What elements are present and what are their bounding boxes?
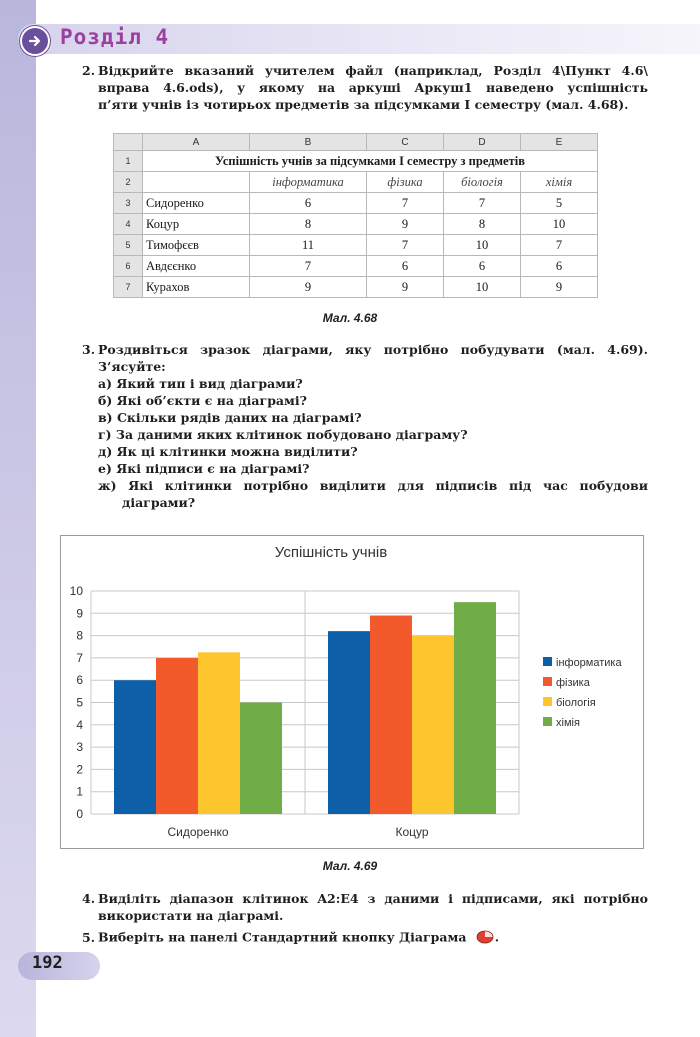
grade-cell: 6	[367, 256, 444, 277]
bar-хімія-Сидоренко	[240, 703, 282, 815]
task-3-number: 3.	[82, 342, 96, 357]
y-tick-label: 4	[76, 717, 83, 732]
bar-інформатика-Коцур	[328, 631, 370, 814]
task-3-intro-line-2: З’ясуйте:	[98, 359, 166, 374]
x-category-label: Коцур	[395, 825, 429, 839]
bar-біологія-Коцур	[412, 636, 454, 814]
chart-title: Успішність учнів	[274, 544, 388, 561]
legend-entry: біологія	[556, 697, 596, 709]
task-4-line-2: використати на діаграмі.	[98, 908, 284, 923]
grade-cell: 10	[444, 277, 521, 298]
task-4-number: 4.	[82, 891, 96, 906]
task-2-line-2: вправа 4.6.ods), у якому на аркуші Аркуш1 наведено успішність	[98, 80, 648, 95]
y-tick-label: 0	[76, 807, 83, 821]
task-4	[82, 890, 648, 924]
grade-cell: 8	[444, 214, 521, 235]
table-title-cell: Успішність учнів за підсумками І семестру з предметів	[143, 151, 598, 172]
bar-біологія-Сидоренко	[198, 652, 240, 814]
y-tick-label: 5	[76, 695, 83, 710]
legend-swatch-біологія	[543, 697, 552, 706]
grade-cell: 7	[521, 235, 598, 256]
task-3-question: ж) Які клітинки потрібно виділити для підписів під час побудови	[98, 478, 648, 493]
grade-cell: 7	[367, 193, 444, 214]
column-header: A	[143, 134, 250, 151]
figure-caption-4-68: Мал. 4.68	[322, 311, 378, 325]
x-category-label: Сидоренко	[167, 825, 229, 839]
student-name-cell: Сидоренко	[143, 193, 250, 214]
spreadsheet-table	[113, 133, 598, 298]
grade-cell: 7	[250, 256, 367, 277]
grade-cell: 7	[444, 193, 521, 214]
row-header: 2	[114, 172, 143, 193]
y-tick-label: 2	[76, 762, 83, 777]
table-row	[114, 193, 598, 214]
student-name-cell: Авдєєнко	[143, 256, 250, 277]
task-3-question: д) Як ці клітинки можна виділити?	[98, 444, 358, 459]
task-5	[82, 928, 648, 948]
subject-header-cell: біологія	[444, 172, 521, 193]
student-name-cell: Тимофєєв	[143, 235, 250, 256]
y-tick-label: 8	[76, 628, 83, 643]
legend-entry: хімія	[556, 717, 580, 729]
task-2	[82, 62, 648, 113]
bar-chart	[61, 536, 643, 848]
spreadsheet-column-headers	[114, 134, 598, 151]
grade-cell: 9	[250, 277, 367, 298]
task-5-period: .	[494, 929, 500, 945]
task-3-intro-line-1: Роздивіться зразок діаграми, яку потрібно побудувати (мал. 4.69).	[98, 342, 648, 357]
grade-cell: 6	[250, 193, 367, 214]
column-header: E	[521, 134, 598, 151]
grade-cell: 9	[367, 214, 444, 235]
bar-chart-frame	[60, 535, 644, 849]
arrow-right-circle-icon[interactable]	[20, 26, 50, 56]
student-name-cell: Коцур	[143, 214, 250, 235]
task-5-text: Виберіть на панелі Стандартний кнопку Діаграма	[98, 929, 467, 945]
bar-інформатика-Сидоренко	[114, 680, 156, 814]
table-row	[114, 172, 598, 193]
grade-cell: 6	[444, 256, 521, 277]
legend-entry: інформатика	[556, 657, 622, 669]
subject-header-cell: фізика	[367, 172, 444, 193]
grade-cell: 10	[444, 235, 521, 256]
y-tick-label: 1	[76, 784, 83, 799]
section-title: Розділ 4	[60, 25, 170, 49]
page-number: 192	[32, 953, 63, 973]
y-tick-label: 6	[76, 673, 83, 688]
task-3-question-continuation: діаграми?	[122, 495, 196, 510]
row-header: 4	[114, 214, 143, 235]
grade-cell: 7	[367, 235, 444, 256]
column-header: C	[367, 134, 444, 151]
figure-caption-4-69: Мал. 4.69	[322, 859, 378, 873]
column-header: D	[444, 134, 521, 151]
legend-entry: фізика	[556, 677, 590, 689]
row-header: 5	[114, 235, 143, 256]
table-row	[114, 151, 598, 172]
row-header: 7	[114, 277, 143, 298]
row-header: 3	[114, 193, 143, 214]
subject-header-cell: інформатика	[250, 172, 367, 193]
chart-button-icon	[475, 928, 495, 948]
grade-cell: 5	[521, 193, 598, 214]
task-4-line-1: Виділіть діапазон клітинок A2:E4 з даними і підписами, які потрібно	[98, 891, 648, 906]
task-3-question: г) За даними яких клітинок побудовано діаграму?	[98, 427, 468, 442]
empty-cell	[143, 172, 250, 193]
task-2-line-3: п’яти учнів із чотирьох предметів за підсумками І семестру (мал. 4.68).	[98, 97, 629, 112]
grade-cell: 9	[521, 277, 598, 298]
grade-cell: 10	[521, 214, 598, 235]
bar-фізика-Коцур	[370, 616, 412, 814]
legend-swatch-інформатика	[543, 657, 552, 666]
bar-фізика-Сидоренко	[156, 658, 198, 814]
student-name-cell: Курахов	[143, 277, 250, 298]
corner-cell	[114, 134, 143, 151]
task-2-line-1: Відкрийте вказаний учителем файл (наприклад, Розділ 4\Пункт 4.6\	[98, 63, 648, 78]
task-3-question: в) Скільки рядів даних на діаграмі?	[98, 410, 362, 425]
y-tick-label: 7	[76, 650, 83, 665]
y-tick-label: 10	[69, 584, 83, 598]
task-3-question: а) Який тип і вид діаграми?	[98, 376, 303, 391]
grade-cell: 8	[250, 214, 367, 235]
table-row	[114, 214, 598, 235]
task-3-question: е) Які підписи є на діаграмі?	[98, 461, 310, 476]
subject-header-cell: хімія	[521, 172, 598, 193]
y-tick-label: 3	[76, 740, 83, 755]
task-3	[82, 341, 648, 511]
row-header: 6	[114, 256, 143, 277]
left-margin-band	[0, 0, 36, 1037]
y-tick-label: 9	[76, 606, 83, 621]
task-3-question: б) Які об’єкти є на діаграмі?	[98, 393, 307, 408]
table-row	[114, 277, 598, 298]
grade-cell: 11	[250, 235, 367, 256]
legend-swatch-хімія	[543, 717, 552, 726]
grade-cell: 6	[521, 256, 598, 277]
table-row	[114, 256, 598, 277]
bar-хімія-Коцур	[454, 602, 496, 814]
grade-cell: 9	[367, 277, 444, 298]
task-2-number: 2.	[82, 63, 96, 78]
table-row	[114, 235, 598, 256]
column-header: B	[250, 134, 367, 151]
task-5-number: 5.	[82, 929, 96, 945]
legend-swatch-фізика	[543, 677, 552, 686]
row-header: 1	[114, 151, 143, 172]
